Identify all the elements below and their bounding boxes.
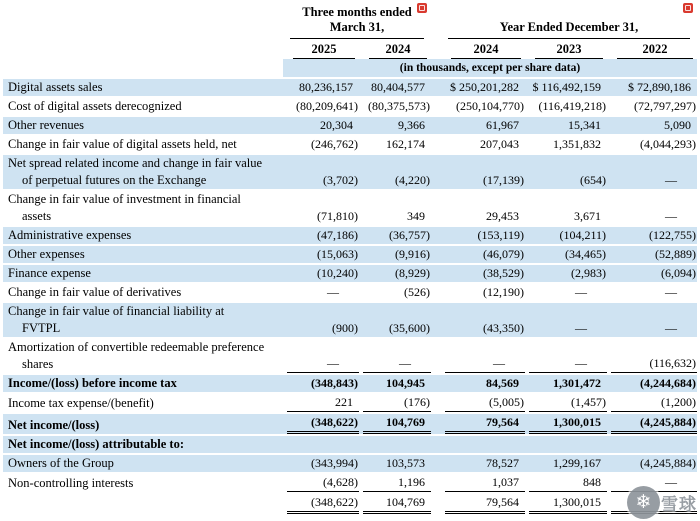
cell xyxy=(607,393,697,413)
cell xyxy=(441,135,525,154)
column-gap xyxy=(431,283,441,302)
cell-value: (6,094) xyxy=(661,266,697,280)
table-row xyxy=(3,78,697,97)
cell xyxy=(525,264,607,283)
column-gap xyxy=(431,39,441,59)
header-three-months-group xyxy=(283,2,431,39)
cell-value: 1,300,015 xyxy=(529,414,607,434)
table-row xyxy=(3,245,697,264)
cell-value: (250,104,770) xyxy=(456,99,525,113)
cell-value: (4,245,884) xyxy=(611,414,697,434)
cell xyxy=(283,78,359,97)
cell-value: (8,929) xyxy=(395,266,431,280)
cell-value: 349 xyxy=(407,209,426,223)
cell xyxy=(359,78,431,97)
header-year-ended-group xyxy=(441,2,697,39)
column-gap xyxy=(431,374,441,393)
year-column-header xyxy=(359,39,431,59)
table-row xyxy=(3,413,697,435)
cell xyxy=(359,493,431,514)
cell xyxy=(607,435,697,454)
cell-value: (348,622) xyxy=(287,414,359,434)
table-body xyxy=(3,78,697,514)
cell-value: $ 72,890,186 xyxy=(628,80,692,94)
cell xyxy=(441,226,525,245)
header-units-row xyxy=(3,59,697,78)
cell-value: 61,967 xyxy=(486,118,520,132)
group-header-line: Year Ended December 31, xyxy=(499,20,639,34)
cell-value: 79,564 xyxy=(445,494,525,514)
column-gap xyxy=(431,435,441,454)
cell xyxy=(525,302,607,338)
column-gap xyxy=(431,454,441,473)
cell xyxy=(607,226,697,245)
year-column-header xyxy=(525,39,607,59)
cell-value: (36,757) xyxy=(389,228,431,242)
cell-value: (176) xyxy=(363,394,431,412)
cell-value: — xyxy=(363,355,431,373)
cell xyxy=(525,135,607,154)
cell xyxy=(441,97,525,116)
table-row xyxy=(3,493,697,514)
cell-value: — xyxy=(665,285,678,299)
cell xyxy=(525,78,607,97)
cell xyxy=(441,264,525,283)
column-gap xyxy=(431,473,441,493)
cell xyxy=(359,338,431,374)
cell-value: — xyxy=(445,355,525,373)
cell-value: (12,190) xyxy=(483,285,525,299)
table-row xyxy=(3,374,697,393)
cell xyxy=(359,226,431,245)
cell-value: (72,797,297) xyxy=(634,99,697,113)
cell xyxy=(441,393,525,413)
cell-value: 1,037 xyxy=(445,474,525,492)
table-row xyxy=(3,338,697,374)
cell-value: 20,304 xyxy=(320,118,353,132)
cell-value: — xyxy=(287,355,359,373)
cell-value: (153,119) xyxy=(477,228,525,242)
year-label: 2025 xyxy=(293,41,355,59)
column-gap xyxy=(431,190,441,226)
cell-value: (9,916) xyxy=(395,247,431,261)
row-label: Change in fair value of investment in financial assets xyxy=(3,190,283,226)
income-statement-page xyxy=(0,2,700,521)
cell xyxy=(607,338,697,374)
cell xyxy=(607,283,697,302)
column-gap xyxy=(431,302,441,338)
cell-value: 80,404,577 xyxy=(371,80,426,94)
cell xyxy=(359,154,431,190)
cell-value: 104,945 xyxy=(386,376,426,390)
cell xyxy=(607,454,697,473)
cell-value: (116,419,218) xyxy=(538,99,607,113)
cell xyxy=(359,473,431,493)
cell-value: 104,769 xyxy=(363,494,431,514)
table-row xyxy=(3,116,697,135)
cell-value: (1,200) xyxy=(611,394,697,412)
cell xyxy=(525,97,607,116)
table-header xyxy=(3,2,697,78)
row-label: Net spread related income and change in fair value of perpetual futures on the Exchange xyxy=(3,154,283,190)
cell-value: 1,351,832 xyxy=(553,137,602,151)
cell xyxy=(441,116,525,135)
table-row xyxy=(3,135,697,154)
cell-value: (4,628) xyxy=(287,474,359,492)
cell-value: (71,810) xyxy=(317,209,358,223)
cell-value xyxy=(529,436,607,453)
cell xyxy=(359,135,431,154)
cell-value: 103,573 xyxy=(386,456,426,470)
column-gap xyxy=(431,2,441,39)
cell xyxy=(283,374,359,393)
group-header-rule xyxy=(290,38,424,39)
year-label: 2024 xyxy=(369,41,427,59)
row-label: Income/(loss) before income tax xyxy=(3,374,283,393)
year-label: 2024 xyxy=(451,41,521,59)
table-row xyxy=(3,435,697,454)
cell xyxy=(359,97,431,116)
cell-value: (38,529) xyxy=(483,266,525,280)
cell xyxy=(525,283,607,302)
xueqiu-watermark xyxy=(627,486,697,519)
column-gap xyxy=(431,116,441,135)
cell xyxy=(607,245,697,264)
cell-value: (343,994) xyxy=(311,456,358,470)
cell-value: 104,769 xyxy=(363,414,431,434)
cell xyxy=(607,116,697,135)
red-marker-icon xyxy=(417,3,427,13)
cell-value: $ 116,492,159 xyxy=(532,80,602,94)
cell xyxy=(607,154,697,190)
column-gap xyxy=(431,245,441,264)
cell-value: — xyxy=(665,173,678,187)
cell-value: (4,244,684) xyxy=(640,376,697,390)
cell xyxy=(283,190,359,226)
table-row xyxy=(3,154,697,190)
table-row xyxy=(3,190,697,226)
cell-value: (122,755) xyxy=(649,228,697,242)
year-column-header xyxy=(283,39,359,59)
table-row xyxy=(3,97,697,116)
row-label: Other revenues xyxy=(3,116,283,135)
table-row xyxy=(3,283,697,302)
income-statement-table xyxy=(3,2,697,514)
cell xyxy=(441,413,525,435)
cell xyxy=(359,190,431,226)
column-gap xyxy=(431,154,441,190)
cell-value: (35,600) xyxy=(389,321,431,335)
cell-value: (348,622) xyxy=(287,494,359,514)
cell xyxy=(607,413,697,435)
row-label: Finance expense xyxy=(3,264,283,283)
cell xyxy=(359,283,431,302)
cell xyxy=(525,454,607,473)
cell xyxy=(283,435,359,454)
cell-value: 1,301,472 xyxy=(553,376,602,390)
table-row xyxy=(3,393,697,413)
row-label: Change in fair value of derivatives xyxy=(3,283,283,302)
cell xyxy=(283,473,359,493)
cell xyxy=(283,302,359,338)
cell-value xyxy=(287,436,359,453)
cell xyxy=(525,413,607,435)
row-label: Other expenses xyxy=(3,245,283,264)
cell-value: $ 250,201,282 xyxy=(450,80,520,94)
row-label: Digital assets sales xyxy=(3,78,283,97)
cell xyxy=(525,154,607,190)
cell xyxy=(607,302,697,338)
cell xyxy=(359,116,431,135)
cell xyxy=(607,264,697,283)
cell xyxy=(525,116,607,135)
column-gap xyxy=(431,413,441,435)
cell-value: 1,299,167 xyxy=(553,456,602,470)
cell-value: — xyxy=(665,209,678,223)
column-gap xyxy=(431,226,441,245)
cell xyxy=(607,374,697,393)
header-years-row xyxy=(3,39,697,59)
cell-value: (80,375,573) xyxy=(368,99,431,113)
cell-value: (2,983) xyxy=(571,266,607,280)
cell xyxy=(283,135,359,154)
cell-value: (654) xyxy=(580,173,607,187)
row-label: Income tax expense/(benefit) xyxy=(3,393,283,413)
row-label: Owners of the Group xyxy=(3,454,283,473)
table-row xyxy=(3,302,697,338)
cell-value: — xyxy=(327,285,339,299)
cell-value: (104,211) xyxy=(559,228,607,242)
cell-value: (246,762) xyxy=(311,137,358,151)
cell-value: (17,139) xyxy=(483,173,525,187)
snowflake-glyph: ❄ xyxy=(635,491,652,513)
cell xyxy=(525,226,607,245)
cell xyxy=(283,393,359,413)
cell-value: (34,465) xyxy=(565,247,607,261)
group-header-line: Three months ended xyxy=(302,5,412,19)
cell xyxy=(359,374,431,393)
cell xyxy=(359,454,431,473)
cell-value xyxy=(445,436,525,453)
cell-value: — xyxy=(611,474,697,492)
column-gap xyxy=(431,97,441,116)
column-gap xyxy=(431,338,441,374)
cell xyxy=(607,97,697,116)
cell-value: 5,090 xyxy=(664,118,692,132)
table-row xyxy=(3,264,697,283)
cell-value: 207,043 xyxy=(480,137,520,151)
cell xyxy=(607,135,697,154)
cell xyxy=(441,302,525,338)
year-label: 2023 xyxy=(535,41,603,59)
cell xyxy=(359,245,431,264)
cell-value: (348,843) xyxy=(311,376,358,390)
cell-value: — xyxy=(529,355,607,373)
cell-value: — xyxy=(575,321,588,335)
cell xyxy=(283,264,359,283)
cell-value: (4,044,293) xyxy=(640,137,697,151)
cell xyxy=(525,374,607,393)
cell-value: 29,453 xyxy=(486,209,520,223)
cell-value: — xyxy=(575,285,588,299)
row-label: Change in fair value of financial liability at FVTPL xyxy=(3,302,283,338)
cell-value: (47,186) xyxy=(317,228,358,242)
cell-value: (80,209,641) xyxy=(296,99,358,113)
cell xyxy=(283,454,359,473)
cell xyxy=(359,393,431,413)
column-gap xyxy=(431,393,441,413)
cell xyxy=(525,473,607,493)
cell-value: (52,889) xyxy=(655,247,697,261)
cell xyxy=(525,190,607,226)
year-label: 2022 xyxy=(617,41,693,59)
cell xyxy=(525,435,607,454)
cell xyxy=(525,493,607,514)
cell-value: 80,236,157 xyxy=(299,80,353,94)
cell-value: 1,300,015 xyxy=(529,494,607,514)
cell xyxy=(283,154,359,190)
header-label-spacer xyxy=(3,59,283,78)
cell-value: (900) xyxy=(332,321,358,335)
cell xyxy=(359,264,431,283)
column-gap xyxy=(431,78,441,97)
column-gap xyxy=(431,264,441,283)
cell xyxy=(359,302,431,338)
row-label: Administrative expenses xyxy=(3,226,283,245)
cell-value: 15,341 xyxy=(568,118,602,132)
row-label: Net income/(loss) xyxy=(3,413,283,435)
table-row xyxy=(3,454,697,473)
column-gap xyxy=(431,493,441,514)
red-marker-icon xyxy=(683,3,693,13)
cell xyxy=(607,78,697,97)
header-label-spacer xyxy=(3,2,283,39)
cell-value: (5,005) xyxy=(445,394,525,412)
cell-value: (46,079) xyxy=(483,247,525,261)
cell xyxy=(283,413,359,435)
cell xyxy=(441,454,525,473)
cell-value: (15,063) xyxy=(317,247,358,261)
cell xyxy=(441,493,525,514)
cell xyxy=(441,78,525,97)
cell-value: 221 xyxy=(287,394,359,412)
cell-value: 84,569 xyxy=(486,376,520,390)
group-header-rule xyxy=(448,38,690,39)
cell-value: (43,350) xyxy=(483,321,525,335)
table-row xyxy=(3,226,697,245)
cell xyxy=(359,435,431,454)
row-label: Amortization of convertible redeemable preference shares xyxy=(3,338,283,374)
cell xyxy=(525,338,607,374)
row-label: Net income/(loss) attributable to: xyxy=(3,435,283,454)
cell-value: 79,564 xyxy=(445,414,525,434)
cell xyxy=(525,245,607,264)
cell xyxy=(441,435,525,454)
cell xyxy=(441,473,525,493)
cell xyxy=(441,154,525,190)
row-label xyxy=(3,493,283,514)
cell xyxy=(283,245,359,264)
cell-value: (1,457) xyxy=(529,394,607,412)
cell xyxy=(283,97,359,116)
cell-value: (526) xyxy=(404,285,431,299)
row-label: Change in fair value of digital assets held, net xyxy=(3,135,283,154)
cell-value: 162,174 xyxy=(386,137,426,151)
header-label-spacer xyxy=(3,39,283,59)
units-note: (in thousands, except per share data) xyxy=(283,59,697,78)
cell xyxy=(283,493,359,514)
cell-value: 78,527 xyxy=(486,456,520,470)
cell xyxy=(607,190,697,226)
cell-value: (4,245,884) xyxy=(640,456,697,470)
cell xyxy=(441,190,525,226)
cell xyxy=(283,338,359,374)
table-row xyxy=(3,473,697,493)
cell-value: 3,671 xyxy=(574,209,602,223)
year-column-header xyxy=(441,39,525,59)
cell xyxy=(283,283,359,302)
cell-value xyxy=(363,436,431,453)
year-column-header xyxy=(607,39,697,59)
row-label: Cost of digital assets derecognized xyxy=(3,97,283,116)
cell-value: 1,196 xyxy=(363,474,431,492)
cell-value: 9,366 xyxy=(398,118,426,132)
cell-value: (116,632) xyxy=(611,355,697,373)
row-label: Non-controlling interests xyxy=(3,473,283,493)
watermark-text: 雪球 xyxy=(661,495,697,515)
cell xyxy=(441,245,525,264)
cell xyxy=(441,283,525,302)
cell-value xyxy=(611,436,697,453)
cell-value: (10,240) xyxy=(317,266,358,280)
group-header-line: March 31, xyxy=(329,20,385,34)
cell xyxy=(283,226,359,245)
cell xyxy=(525,393,607,413)
cell xyxy=(441,374,525,393)
header-group-row xyxy=(3,2,697,39)
cell xyxy=(359,413,431,435)
column-gap xyxy=(431,135,441,154)
cell xyxy=(441,338,525,374)
cell-value: (3,702) xyxy=(323,173,358,187)
cell-value: 848 xyxy=(529,474,607,492)
cell-value: (4,220) xyxy=(395,173,431,187)
cell-value: — xyxy=(665,321,678,335)
cell xyxy=(283,116,359,135)
snowball-logo-icon xyxy=(627,486,660,519)
